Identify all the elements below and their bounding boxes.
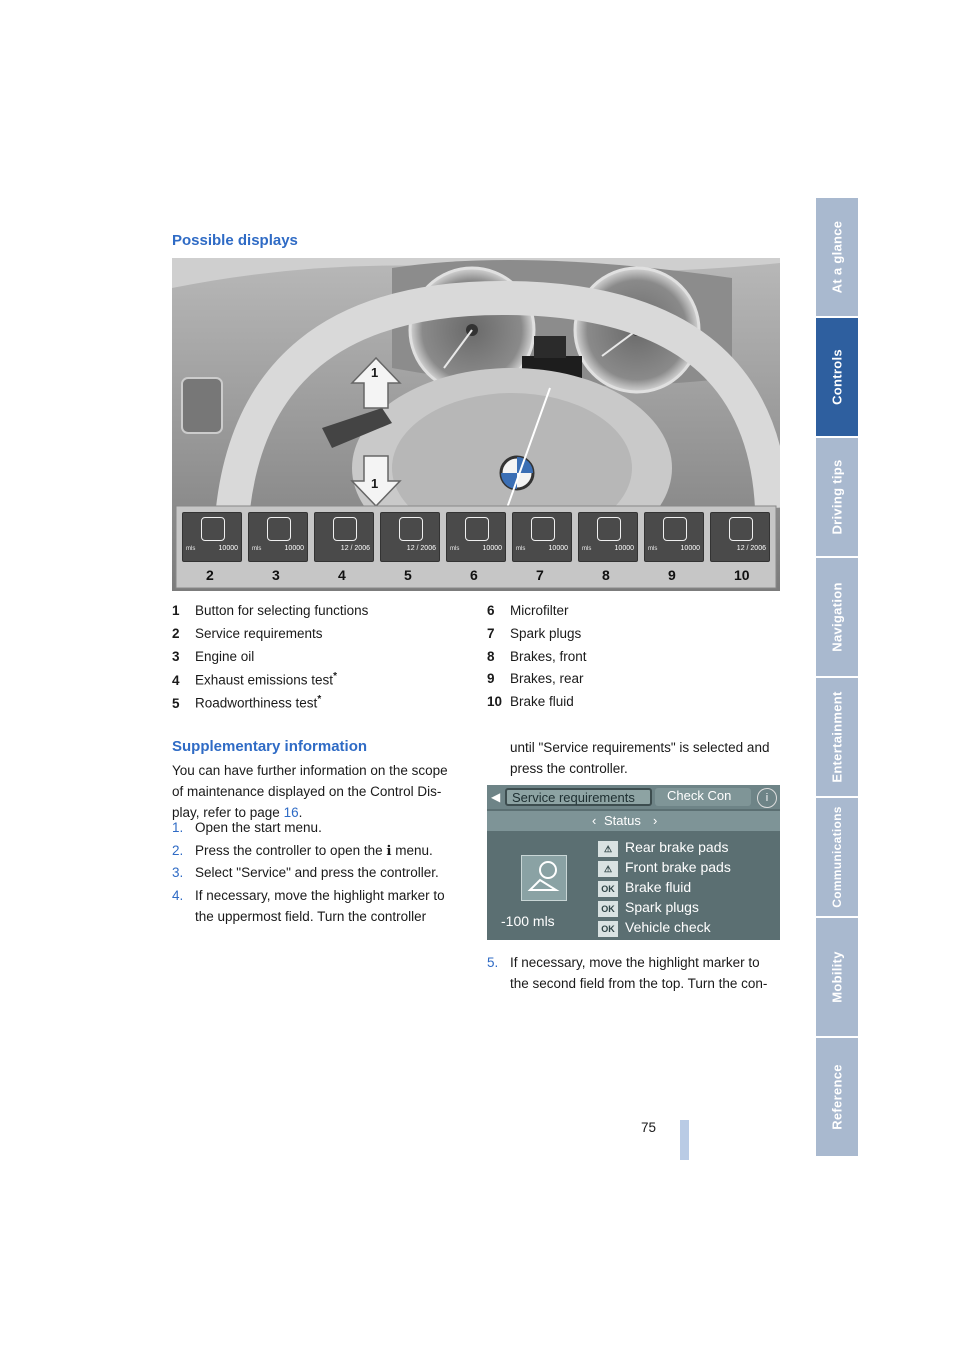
- service-panel-unit: mls: [582, 546, 592, 552]
- tab-controls[interactable]: [816, 318, 858, 438]
- continuation-line: until "Service requirements" is selected and: [510, 740, 770, 755]
- ok-badge: OK: [598, 881, 618, 897]
- step-number: 5.: [487, 955, 499, 970]
- legend-item: [487, 649, 587, 664]
- legend-item: [172, 694, 321, 711]
- status-label: Status: [604, 813, 641, 828]
- service-panel: [710, 512, 770, 562]
- legend-label: Spark plugs: [510, 626, 582, 641]
- legend-item: [172, 671, 337, 688]
- legend-number: 1: [172, 603, 180, 618]
- tab-entertainment[interactable]: [816, 678, 858, 798]
- intro-line: You can have further information on the scope: [172, 763, 448, 778]
- intro-paragraph: [172, 760, 472, 823]
- step-number: 1.: [172, 820, 184, 835]
- service-panel: [446, 512, 506, 562]
- service-item-label[interactable]: Brake fluid: [625, 879, 692, 895]
- intro-line: of maintenance displayed on the Control Dis-: [172, 784, 442, 799]
- legend-number: 9: [487, 671, 495, 686]
- service-panel-unit: mls: [648, 546, 658, 552]
- service-panel-value: 12 / 2006: [340, 545, 370, 552]
- legend-label: Service requirements: [195, 626, 323, 641]
- service-panel-icon: [597, 517, 621, 541]
- service-item-label[interactable]: Front brake pads: [625, 859, 731, 875]
- ok-badge: OK: [598, 921, 618, 937]
- service-panel-unit: mls: [186, 546, 196, 552]
- panel-callout-number: 6: [470, 567, 478, 583]
- callout-1-top: 1: [371, 365, 379, 380]
- tab-reference[interactable]: [816, 1038, 858, 1158]
- step-text: the uppermost field. Turn the controller: [195, 909, 427, 924]
- tab-check-control[interactable]: [655, 788, 751, 806]
- step-number: 4.: [172, 888, 184, 903]
- service-panel-value: 10000: [482, 545, 502, 552]
- panel-callout-number: 4: [338, 567, 346, 583]
- page-marker: [680, 1120, 689, 1160]
- service-panel-value: 10000: [218, 545, 238, 552]
- tab-label: Reference: [829, 1064, 845, 1130]
- step-text: the second field from the top. Turn the con-: [510, 976, 768, 991]
- asterisk: *: [333, 671, 337, 682]
- panel-callout-number: 9: [668, 567, 676, 583]
- service-panel-unit: mls: [516, 546, 526, 552]
- tab-mobility[interactable]: [816, 918, 858, 1038]
- legend-label: Button for selecting functions: [195, 603, 369, 618]
- callout-1-bottom: 1: [371, 476, 379, 491]
- service-panel-icon: [267, 517, 291, 541]
- ok-badge: OK: [598, 901, 618, 917]
- remaining-distance: -100 mls: [501, 913, 555, 929]
- legend-label: Brakes, front: [510, 649, 587, 664]
- service-panel-value: 10000: [548, 545, 568, 552]
- tab-label: Controls: [829, 349, 845, 405]
- tab-navigation[interactable]: [816, 558, 858, 678]
- warning-triangle-icon: ⚠: [598, 861, 618, 877]
- page-number: 75: [641, 1120, 657, 1135]
- tab-service-requirements[interactable]: [505, 788, 652, 806]
- legend-label: Engine oil: [195, 649, 255, 664]
- service-panel-icon: [465, 517, 489, 541]
- service-panel-icon: [201, 517, 225, 541]
- legend-item: [487, 626, 581, 641]
- tab-driving-tips[interactable]: [816, 438, 858, 558]
- panel-callout-number: 8: [602, 567, 610, 583]
- panel-callout-number: 5: [404, 567, 412, 583]
- legend-item: [172, 603, 368, 618]
- step-number: 3.: [172, 865, 184, 880]
- service-panel: [380, 512, 440, 562]
- service-panel-icon: [333, 517, 357, 541]
- legend-label: Roadworthiness test: [195, 695, 318, 711]
- continuation-line: press the controller.: [510, 761, 628, 776]
- dashboard-illustration: [172, 258, 780, 591]
- legend-label: Exhaust emissions test: [195, 672, 334, 688]
- legend-item: [172, 626, 323, 641]
- tab-communications[interactable]: [816, 798, 858, 918]
- step-text: Open the start menu.: [195, 820, 322, 835]
- service-panel-value: 12 / 2006: [406, 545, 436, 552]
- step-text: If necessary, move the highlight marker to: [510, 955, 760, 970]
- service-panel: [182, 512, 242, 562]
- service-item-label[interactable]: Spark plugs: [625, 899, 699, 915]
- tab-label: Check Con: [667, 788, 732, 803]
- service-panel: [248, 512, 308, 562]
- status-bar[interactable]: [487, 811, 780, 831]
- service-panel-value: 10000: [614, 545, 634, 552]
- info-icon[interactable]: i: [757, 788, 777, 808]
- service-panel-icon: [663, 517, 687, 541]
- arrow-left-icon[interactable]: ◀: [491, 790, 501, 804]
- legend-label: Brake fluid: [510, 694, 574, 709]
- service-panel-icon: [531, 517, 555, 541]
- legend-number: 2: [172, 626, 180, 641]
- page-link[interactable]: 16: [283, 805, 299, 820]
- legend-label: Brakes, rear: [510, 671, 584, 686]
- legend-number: 8: [487, 649, 495, 664]
- continuation-paragraph: [510, 737, 790, 779]
- legend-item: [487, 694, 574, 709]
- service-panel: [512, 512, 572, 562]
- legend-item: [172, 649, 254, 664]
- step-text: If necessary, move the highlight marker to: [195, 888, 445, 903]
- section-title-supplementary-information: Supplementary information: [172, 738, 368, 755]
- step-text: Press the controller to open the ℹ menu.: [195, 843, 433, 858]
- tab-label: Navigation: [829, 582, 845, 652]
- legend-number: 4: [172, 672, 180, 688]
- tab-label: Entertainment: [829, 691, 845, 783]
- step-5: [487, 952, 787, 996]
- chevron-right-icon: ›: [653, 813, 658, 828]
- legend-item: [487, 671, 584, 686]
- intro-text: .: [298, 805, 303, 820]
- service-panel-unit: mls: [450, 546, 460, 552]
- control-display-screenshot: [487, 785, 780, 940]
- service-item-label[interactable]: Rear brake pads: [625, 839, 729, 855]
- service-item-label[interactable]: Vehicle check: [625, 919, 711, 935]
- service-panel-icon: [399, 517, 423, 541]
- step-text: Select "Service" and press the controller.: [195, 865, 439, 880]
- service-panel-value: 12 / 2006: [736, 545, 766, 552]
- legend-number: 6: [487, 603, 495, 618]
- asterisk: *: [317, 694, 322, 705]
- panel-callout-number: 2: [206, 567, 214, 583]
- legend-number: 5: [172, 695, 180, 711]
- tab-label: Service requirements: [512, 790, 635, 805]
- service-panel: [578, 512, 638, 562]
- legend-label: Microfilter: [510, 603, 569, 618]
- tab-label: Driving tips: [829, 459, 845, 535]
- step-number: 2.: [172, 843, 184, 858]
- tab-label: At a glance: [829, 220, 845, 294]
- panel-callout-number: 3: [272, 567, 280, 583]
- intro-text: play, refer to page: [172, 805, 284, 820]
- service-panel: [644, 512, 704, 562]
- legend-number: 3: [172, 649, 180, 664]
- service-panel-value: 10000: [680, 545, 700, 552]
- legend-number: 10: [487, 694, 503, 709]
- step-4: [172, 885, 472, 929]
- legend-item: [487, 603, 569, 618]
- tab-at-a-glance[interactable]: [816, 198, 858, 318]
- warning-triangle-icon: ⚠: [598, 841, 618, 857]
- side-tabs: [816, 198, 858, 1158]
- section-title-possible-displays: Possible displays: [172, 232, 298, 249]
- panel-callout-number: 10: [734, 567, 750, 583]
- brake-wear-drawing: [522, 856, 566, 900]
- panel-callout-number: 7: [536, 567, 544, 583]
- brake-wear-icon: [521, 855, 567, 901]
- service-panel: [314, 512, 374, 562]
- tab-label: Mobility: [829, 951, 845, 1003]
- service-panel-unit: mls: [252, 546, 262, 552]
- tab-label: Communications: [830, 806, 844, 908]
- service-panel-icon: [729, 517, 753, 541]
- chevron-left-icon: ‹: [592, 813, 597, 828]
- service-panel-value: 10000: [284, 545, 304, 552]
- legend-number: 7: [487, 626, 495, 641]
